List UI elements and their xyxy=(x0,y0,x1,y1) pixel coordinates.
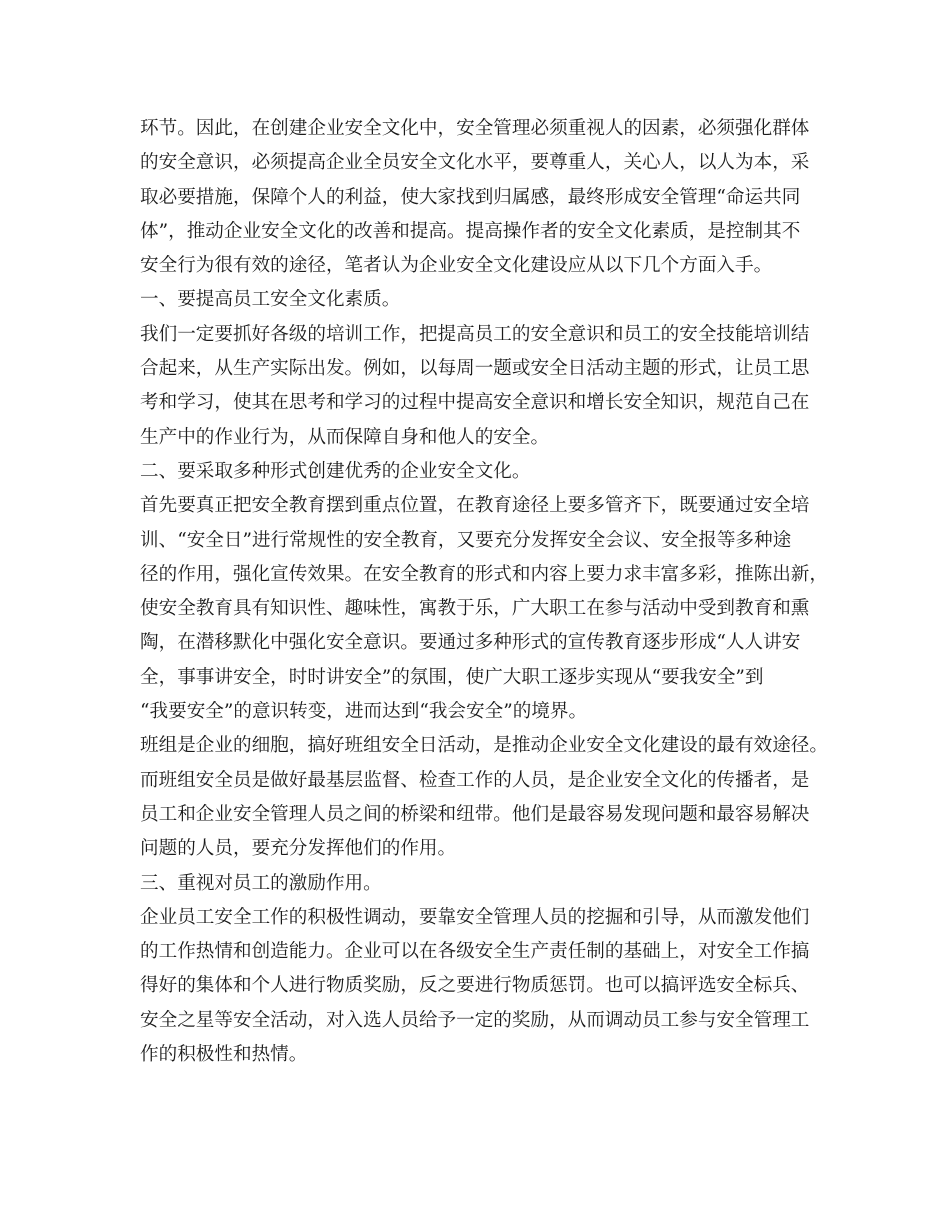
text-line: 训、“安全日”进行常规性的安全教育，又要充分发挥安全会议、安全报等多种途 xyxy=(140,529,792,551)
text-line: 安全行为很有效的途径，笔者认为企业安全文化建设应从以下几个方面入手。 xyxy=(140,255,773,277)
text-line: 全，事事讲安全，时时讲安全”的氛围，使广大职工逐步实现从“要我安全”到 xyxy=(140,666,764,688)
text-line: 安全之星等安全活动，对入选人员给予一定的奖励，从而调动员工参与安全管理工 xyxy=(140,1009,810,1031)
section-heading: 三、重视对员工的激励作用。 xyxy=(140,872,382,894)
text-line: 体”，推动企业安全文化的改善和提高。提高操作者的安全文化素质，是控制其不 xyxy=(140,220,801,242)
text-line: 我们一定要抓好各级的培训工作，把提高员工的安全意识和员工的安全技能培训结 xyxy=(140,323,810,345)
text-line: 首先要真正把安全教育摆到重点位置，在教育途径上要多管齐下，既要通过安全培 xyxy=(140,495,810,517)
text-line: 考和学习，使其在思考和学习的过程中提高安全意识和增长安全知识，规范自己在 xyxy=(140,392,810,414)
text-line: 径的作用，强化宣传效果。在安全教育的形式和内容上要力求丰富多彩，推陈出新， xyxy=(140,563,828,585)
text-line: 使安全教育具有知识性、趣味性，寓教于乐，广大职工在参与活动中受到教育和熏 xyxy=(140,598,810,620)
section-heading: 一、要提高员工安全文化素质。 xyxy=(140,289,401,311)
document-body xyxy=(140,112,830,1072)
text-line: 企业员工安全工作的积极性调动，要靠安全管理人员的挖掘和引导，从而激发他们 xyxy=(140,906,810,928)
text-line: 作的积极性和热情。 xyxy=(140,1044,308,1066)
text-line: 员工和企业安全管理人员之间的桥梁和纽带。他们是最容易发现问题和最容易解决 xyxy=(140,803,810,825)
text-line: 而班组安全员是做好最基层监督、检查工作的人员，是企业安全文化的传播者，是 xyxy=(140,769,810,791)
text-line: 合起来，从生产实际出发。例如，以每周一题或安全日活动主题的形式，让员工思 xyxy=(140,358,810,380)
text-line: 的安全意识，必须提高企业全员安全文化水平，要尊重人，关心人，以人为本，采 xyxy=(140,152,810,174)
text-line: 陶，在潜移默化中强化安全意识。要通过多种形式的宣传教育逐步形成“人人讲安 xyxy=(140,632,801,654)
text-line: 环节。因此，在创建企业安全文化中，安全管理必须重视人的因素，必须强化群体 xyxy=(140,118,810,139)
text-line: 的工作热情和创造能力。企业可以在各级安全生产责任制的基础上，对安全工作搞 xyxy=(140,941,810,963)
text-line: 取必要措施，保障个人的利益，使大家找到归属感，最终形成安全管理“命运共同 xyxy=(140,186,801,208)
text-line: “我要安全”的意识转变，进而达到“我会安全”的境界。 xyxy=(140,701,588,723)
text-line: 得好的集体和个人进行物质奖励，反之要进行物质惩罚。也可以搞评选安全标兵、 xyxy=(140,975,810,997)
text-line: 班组是企业的细胞，搞好班组安全日活动，是推动企业安全文化建设的最有效途径。 xyxy=(140,735,828,757)
text-line: 问题的人员，要充分发挥他们的作用。 xyxy=(140,838,457,860)
text-line: 生产中的作业行为，从而保障自身和他人的安全。 xyxy=(140,426,550,448)
section-heading: 二、要采取多种形式创建优秀的企业安全文化。 xyxy=(140,460,531,482)
